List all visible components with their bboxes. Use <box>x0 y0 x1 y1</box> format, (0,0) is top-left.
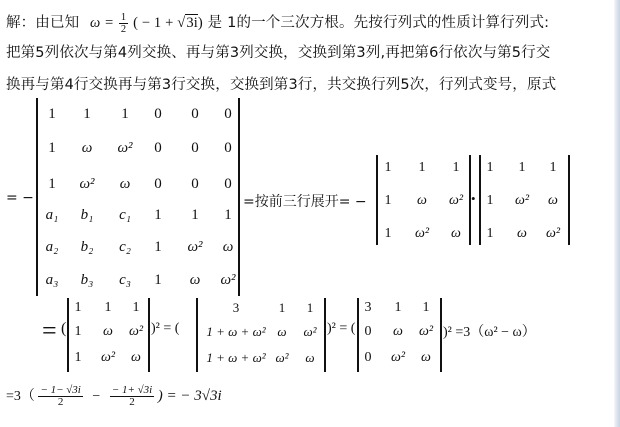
big-det-cell-r1c2: 1 <box>83 106 91 122</box>
step2-sq-eq-1: )² = ( <box>151 321 180 336</box>
right-det-cell-r1c3: 1 <box>549 160 557 175</box>
left-det-cell-r3c2: ω² <box>414 226 430 241</box>
intro-suffix: 是 1的一个三次方根。先按行列式的性质计算行列式: <box>207 15 550 31</box>
m2-cell-r2c1: 1 + ω + ω² <box>206 324 266 339</box>
m3-cell-r3c2: ω² <box>390 350 406 365</box>
left-det-cell-r3c1: 1 <box>384 226 392 241</box>
right-det-right-bar <box>568 155 570 245</box>
m1-cell-r3c1: 1 <box>74 350 82 365</box>
omega-definition-open: ( − 1 + <box>133 15 178 31</box>
half-fraction <box>119 12 128 35</box>
big-det-cell-r1c4: 0 <box>154 106 162 122</box>
m3-cell-r2c1: 0 <box>364 324 372 339</box>
big-det-cell-r2c4: 0 <box>154 140 162 156</box>
big-det-cell-r2c5: 0 <box>191 140 199 156</box>
intro-line-1 <box>6 9 549 37</box>
big-det-cell-r3c5: 0 <box>191 176 199 192</box>
step3-minus: − <box>92 389 101 404</box>
m2-cell-r1c2: 1 <box>278 300 286 315</box>
step2-final: )² =3（ω² − ω） <box>443 325 536 340</box>
big-det-cell-r5c6: ω <box>222 239 234 255</box>
m1-cell-r3c2: ω² <box>100 350 116 365</box>
m1-cell-r2c1: 1 <box>74 324 82 339</box>
big-det-cell-r3c4: 0 <box>154 176 162 192</box>
big-det-cell-r4c6: 1 <box>224 207 232 223</box>
omega-definition-close: ) <box>197 15 203 31</box>
big-det-cell-r6c6: ω² <box>220 272 236 288</box>
step3-line <box>6 376 222 417</box>
right-det-cell-r2c2: ω² <box>514 193 530 208</box>
big-det-cell-r4c5: 1 <box>191 207 199 223</box>
left-det-cell-r1c3: 1 <box>452 160 460 175</box>
big-det-cell-r4c1: a₁ <box>45 207 59 223</box>
big-det-cell-r3c2: ω² <box>79 176 95 192</box>
big-det-cell-r6c2: b₃ <box>80 272 94 288</box>
m3-cell-r3c1: 0 <box>364 350 372 365</box>
m1-cell-r3c3: ω <box>131 350 141 365</box>
step2-paren-open: ( <box>61 320 67 337</box>
big-det-cell-r4c3: c₁ <box>119 207 131 223</box>
m2-cell-r3c2: ω² <box>275 350 289 365</box>
step2-eq-sign: = <box>42 316 57 345</box>
big-det-right-bar <box>238 98 240 296</box>
left-det-cell-r2c3: ω² <box>448 193 464 208</box>
right-det-cell-r3c3: ω² <box>545 226 561 241</box>
right-edge-shadow <box>614 0 620 427</box>
big-det-cell-r6c5: ω <box>189 272 201 288</box>
m1-cell-r2c3: ω² <box>128 324 144 339</box>
m2-cell-r1c1: 3 <box>232 300 240 315</box>
m2-cell-r2c2: ω <box>277 324 287 339</box>
sqrt-sign: √ <box>177 15 186 31</box>
big-det-cell-r6c4: 1 <box>154 272 162 288</box>
step2-sq-eq-2: )² = ( <box>327 321 356 336</box>
big-det-cell-r2c3: ω² <box>117 140 133 156</box>
fraction-2-numerator: − 1+ √3i <box>111 384 153 397</box>
right-det-cell-r3c2: ω <box>517 226 527 241</box>
m1-cell-r1c3: 1 <box>132 300 140 315</box>
big-det-cell-r6c1: a₃ <box>45 272 59 288</box>
big-det-cell-r1c5: 0 <box>191 106 199 122</box>
intro-line-3: 换再与第4行交换再与第3行交换，交换到第3行，共交换行列5次，行列式变号，原式 <box>6 77 557 93</box>
big-det-cell-r5c3: c₂ <box>119 239 131 255</box>
m3-cell-r1c2: 1 <box>394 300 402 315</box>
m1-cell-r2c2: ω <box>103 324 113 339</box>
right-det-cell-r1c1: 1 <box>486 160 494 175</box>
right-det-cell-r2c3: ω <box>548 193 558 208</box>
big-det-cell-r5c5: ω² <box>187 239 203 255</box>
left-det-cell-r2c1: 1 <box>384 193 392 208</box>
m3-cell-r2c2: ω <box>393 324 403 339</box>
expand-text: =按前三行展开= − <box>243 194 367 210</box>
half-numerator: 1 <box>120 11 127 23</box>
dot-operator: • <box>471 191 476 206</box>
big-det-cell-r5c1: a₂ <box>45 239 59 255</box>
m3-cell-r3c3: ω <box>421 350 431 365</box>
step3-result: ) = − 3√3i <box>157 388 222 404</box>
fraction-1-numerator: − 1− √3i <box>40 384 81 397</box>
omega-definition-lhs: ω = <box>90 15 115 31</box>
big-det-cell-r3c3: ω <box>119 176 131 192</box>
fraction-2-denominator: 2 <box>129 396 135 409</box>
big-det-cell-r3c6: 0 <box>224 176 232 192</box>
intro-prefix: 解：由已知 <box>6 15 80 31</box>
right-det-cell-r1c2: 1 <box>518 160 526 175</box>
fraction-2 <box>110 385 154 408</box>
m2-cell-r3c1: 1 + ω + ω² <box>206 350 266 365</box>
m3-cell-r1c1: 3 <box>364 300 372 315</box>
big-det-cell-r4c4: 1 <box>154 207 162 223</box>
m3-right-bar <box>440 298 442 372</box>
intro-line-2: 把第5列依次与第4列交换、再与第3列交换，交换到第3列,再把第6行依次与第5行交 <box>6 45 551 61</box>
big-det-cell-r1c1: 1 <box>48 106 56 122</box>
left-det-cell-r2c2: ω <box>417 193 427 208</box>
big-det-cell-r4c2: b₁ <box>80 207 94 223</box>
m3-cell-r2c3: ω² <box>418 324 434 339</box>
big-det-cell-r2c6: 0 <box>224 140 232 156</box>
big-det-cell-r2c2: ω <box>81 140 93 156</box>
m2-cell-r2c3: ω² <box>303 324 317 339</box>
big-det-cell-r5c2: b₂ <box>80 239 94 255</box>
sqrt-content: 3i <box>186 15 198 31</box>
step3-prefix: =3（ <box>6 389 35 404</box>
big-det-cell-r3c1: 1 <box>48 176 56 192</box>
big-det-cell-r5c4: 1 <box>154 239 162 255</box>
step1-prefix: = − <box>6 190 34 206</box>
fraction-1-denominator: 2 <box>57 396 64 409</box>
half-denominator: 2 <box>120 23 127 35</box>
m1-cell-r1c2: 1 <box>104 300 112 315</box>
m3-cell-r1c3: 1 <box>422 300 430 315</box>
left-det-cell-r3c3: ω <box>451 226 461 241</box>
m2-cell-r1c3: 1 <box>306 300 314 315</box>
left-det-cell-r1c1: 1 <box>384 160 392 175</box>
right-det-cell-r3c1: 1 <box>486 226 494 241</box>
m1-cell-r1c1: 1 <box>74 300 82 315</box>
big-det-cell-r6c3: c₃ <box>119 272 131 288</box>
big-det-cell-r2c1: 1 <box>48 140 56 156</box>
big-det-cell-r1c6: 0 <box>224 106 232 122</box>
left-det-cell-r1c2: 1 <box>418 160 426 175</box>
big-det-left-bar <box>36 98 38 296</box>
right-det-cell-r2c1: 1 <box>486 193 494 208</box>
fraction-1 <box>38 385 82 408</box>
big-det-cell-r1c3: 1 <box>121 106 129 122</box>
m2-cell-r3c3: ω <box>305 350 315 365</box>
